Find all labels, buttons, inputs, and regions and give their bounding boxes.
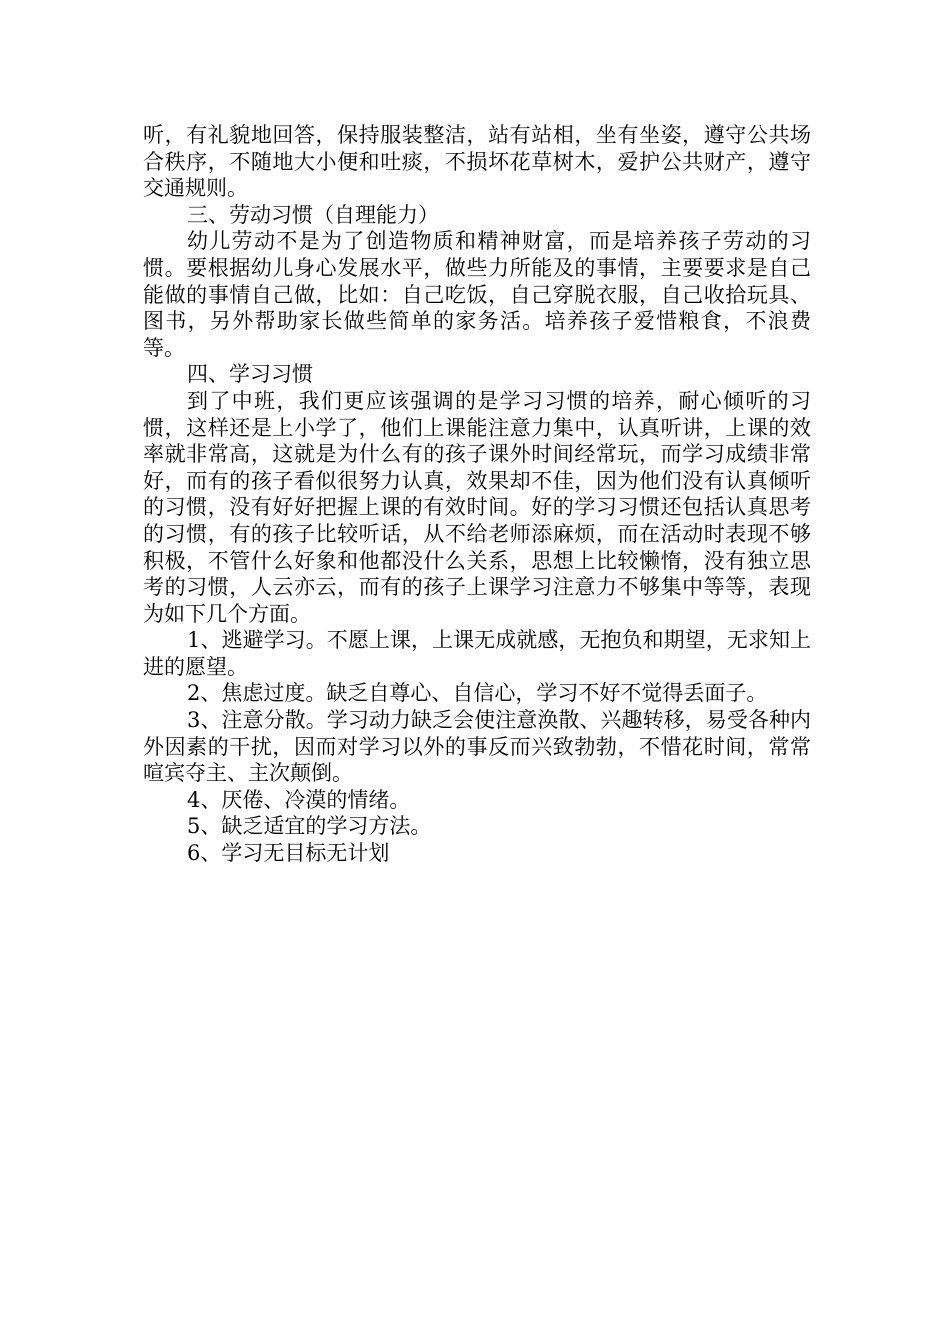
list-item-no-goal: 6、学习无目标无计划 [187,841,390,866]
list-item-distraction: 3、注意分散。学习动力缺乏会使注意涣散、兴趣转移，易受各种内外因素的干扰，因而对学习以外的事反而兴致勃勃，不惜花时间，常常喧宾夺主、主次颠倒。 [143,708,811,786]
heading-labor-habits: 三、劳动习惯（自理能力） [187,202,439,227]
list-item-excess-anxiety: 2、焦虑过度。缺乏自尊心、自信心，学习不好不觉得丢面子。 [187,681,768,706]
paragraph-courtesy-continuation: 听，有礼貌地回答，保持服装整洁，站有站相，坐有坐姿，遵守公共场合秩序，不随地大小便和吐痰，不损坏花草树木，爱护公共财产，遵守交通规则。 [143,123,811,201]
heading-study-habits: 四、学习习惯 [187,362,313,387]
paragraph-labor-habits: 幼儿劳动不是为了创造物质和精神财富，而是培养孩子劳动的习惯。要根据幼儿身心发展水平，做些力所能及的事情，主要要求是自己能做的事情自己做，比如：自己吃饭，自己穿脱衣服，自己收拾玩具、图书，另外帮助家长做些简单的家务活。培养孩子爱惜粮食，不浪费等。 [143,229,811,360]
list-item-avoid-study: 1、逃避学习。不愿上课，上课无成就感，无抱负和期望，无求知上进的愿望。 [143,628,811,679]
document-body [143,122,811,867]
list-item-study-method: 5、缺乏适宜的学习方法。 [187,814,432,839]
paragraph-study-habits: 到了中班，我们更应该强调的是学习习惯的培养，耐心倾听的习惯，这样还是上小学了，他们上课能注意力集中，认真听讲，上课的效率就非常高，这就是为什么有的孩子课外时间经常玩，而学习成绩非常好，而有的孩子看似很努力认真，效果却不佳，因为他们没有认真倾听的习惯，没有好好把握上课的有效时间。好的学习习惯还包括认真思考的习惯，有的孩子比较听话，从不给老师添麻烦，而在活动时表现不够积极，不管什么好象和他都没什么关系，思想上比较懒惰，没有独立思考的习惯，人云亦云，而有的孩子上课学习注意力不够集中等等，表现为如下几个方面。 [143,388,811,626]
list-item-apathy: 4、厌倦、冷漠的情绪。 [187,787,411,812]
